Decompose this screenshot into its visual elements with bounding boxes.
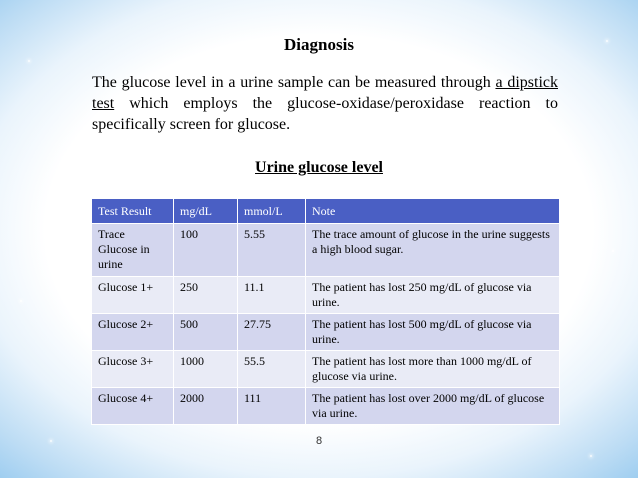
sparkle-decoration xyxy=(28,60,30,62)
cell-mg-dl: 100 xyxy=(174,224,238,277)
cell-mmol-l: 5.55 xyxy=(238,224,306,277)
cell-test-result: Trace Glucose in urine xyxy=(92,224,174,277)
cell-test-result: Glucose 2+ xyxy=(92,314,174,351)
table-header-row xyxy=(92,199,560,224)
table-row xyxy=(92,314,560,351)
cell-mmol-l: 27.75 xyxy=(238,314,306,351)
cell-note: The patient has lost more than 1000 mg/dL of glucose via urine. xyxy=(306,351,560,388)
cell-mg-dl: 500 xyxy=(174,314,238,351)
header-mg-dl: mg/dL xyxy=(174,199,238,224)
cell-test-result: Glucose 3+ xyxy=(92,351,174,388)
cell-note: The patient has lost over 2000 mg/dL of glucose via urine. xyxy=(306,388,560,425)
sparkle-decoration xyxy=(590,455,592,457)
header-test-result: Test Result xyxy=(92,199,174,224)
cell-note: The patient has lost 250 mg/dL of glucose via urine. xyxy=(306,277,560,314)
intro-text-end: which employs the glucose-oxidase/peroxidase reaction to specifically screen for glucose. xyxy=(92,95,558,133)
sparkle-decoration xyxy=(20,300,22,302)
table-row xyxy=(92,351,560,388)
intro-paragraph xyxy=(92,72,558,135)
cell-test-result: Glucose 1+ xyxy=(92,277,174,314)
cell-mmol-l: 111 xyxy=(238,388,306,425)
header-mmol-l: mmol/L xyxy=(238,199,306,224)
cell-note: The patient has lost 500 mg/dL of glucose via urine. xyxy=(306,314,560,351)
cell-mmol-l: 11.1 xyxy=(238,277,306,314)
intro-text-start: The glucose level in a urine sample can be measured through xyxy=(92,74,496,91)
page-number: 8 xyxy=(315,435,323,447)
cell-mg-dl: 2000 xyxy=(174,388,238,425)
dipstick-test-link[interactable]: a dipstick test xyxy=(92,74,559,112)
header-note: Note xyxy=(306,199,560,224)
cell-mg-dl: 1000 xyxy=(174,351,238,388)
cell-note: The trace amount of glucose in the urine suggests a high blood sugar. xyxy=(306,224,560,277)
cell-mmol-l: 55.5 xyxy=(238,351,306,388)
sparkle-decoration xyxy=(612,250,614,252)
cell-mg-dl: 250 xyxy=(174,277,238,314)
table-title: Urine glucose level xyxy=(255,159,383,176)
urine-glucose-table xyxy=(91,198,560,425)
table-row xyxy=(92,224,560,277)
slide-title: Diagnosis xyxy=(284,35,354,54)
cell-test-result: Glucose 4+ xyxy=(92,388,174,425)
table-row xyxy=(92,277,560,314)
table-row xyxy=(92,388,560,425)
